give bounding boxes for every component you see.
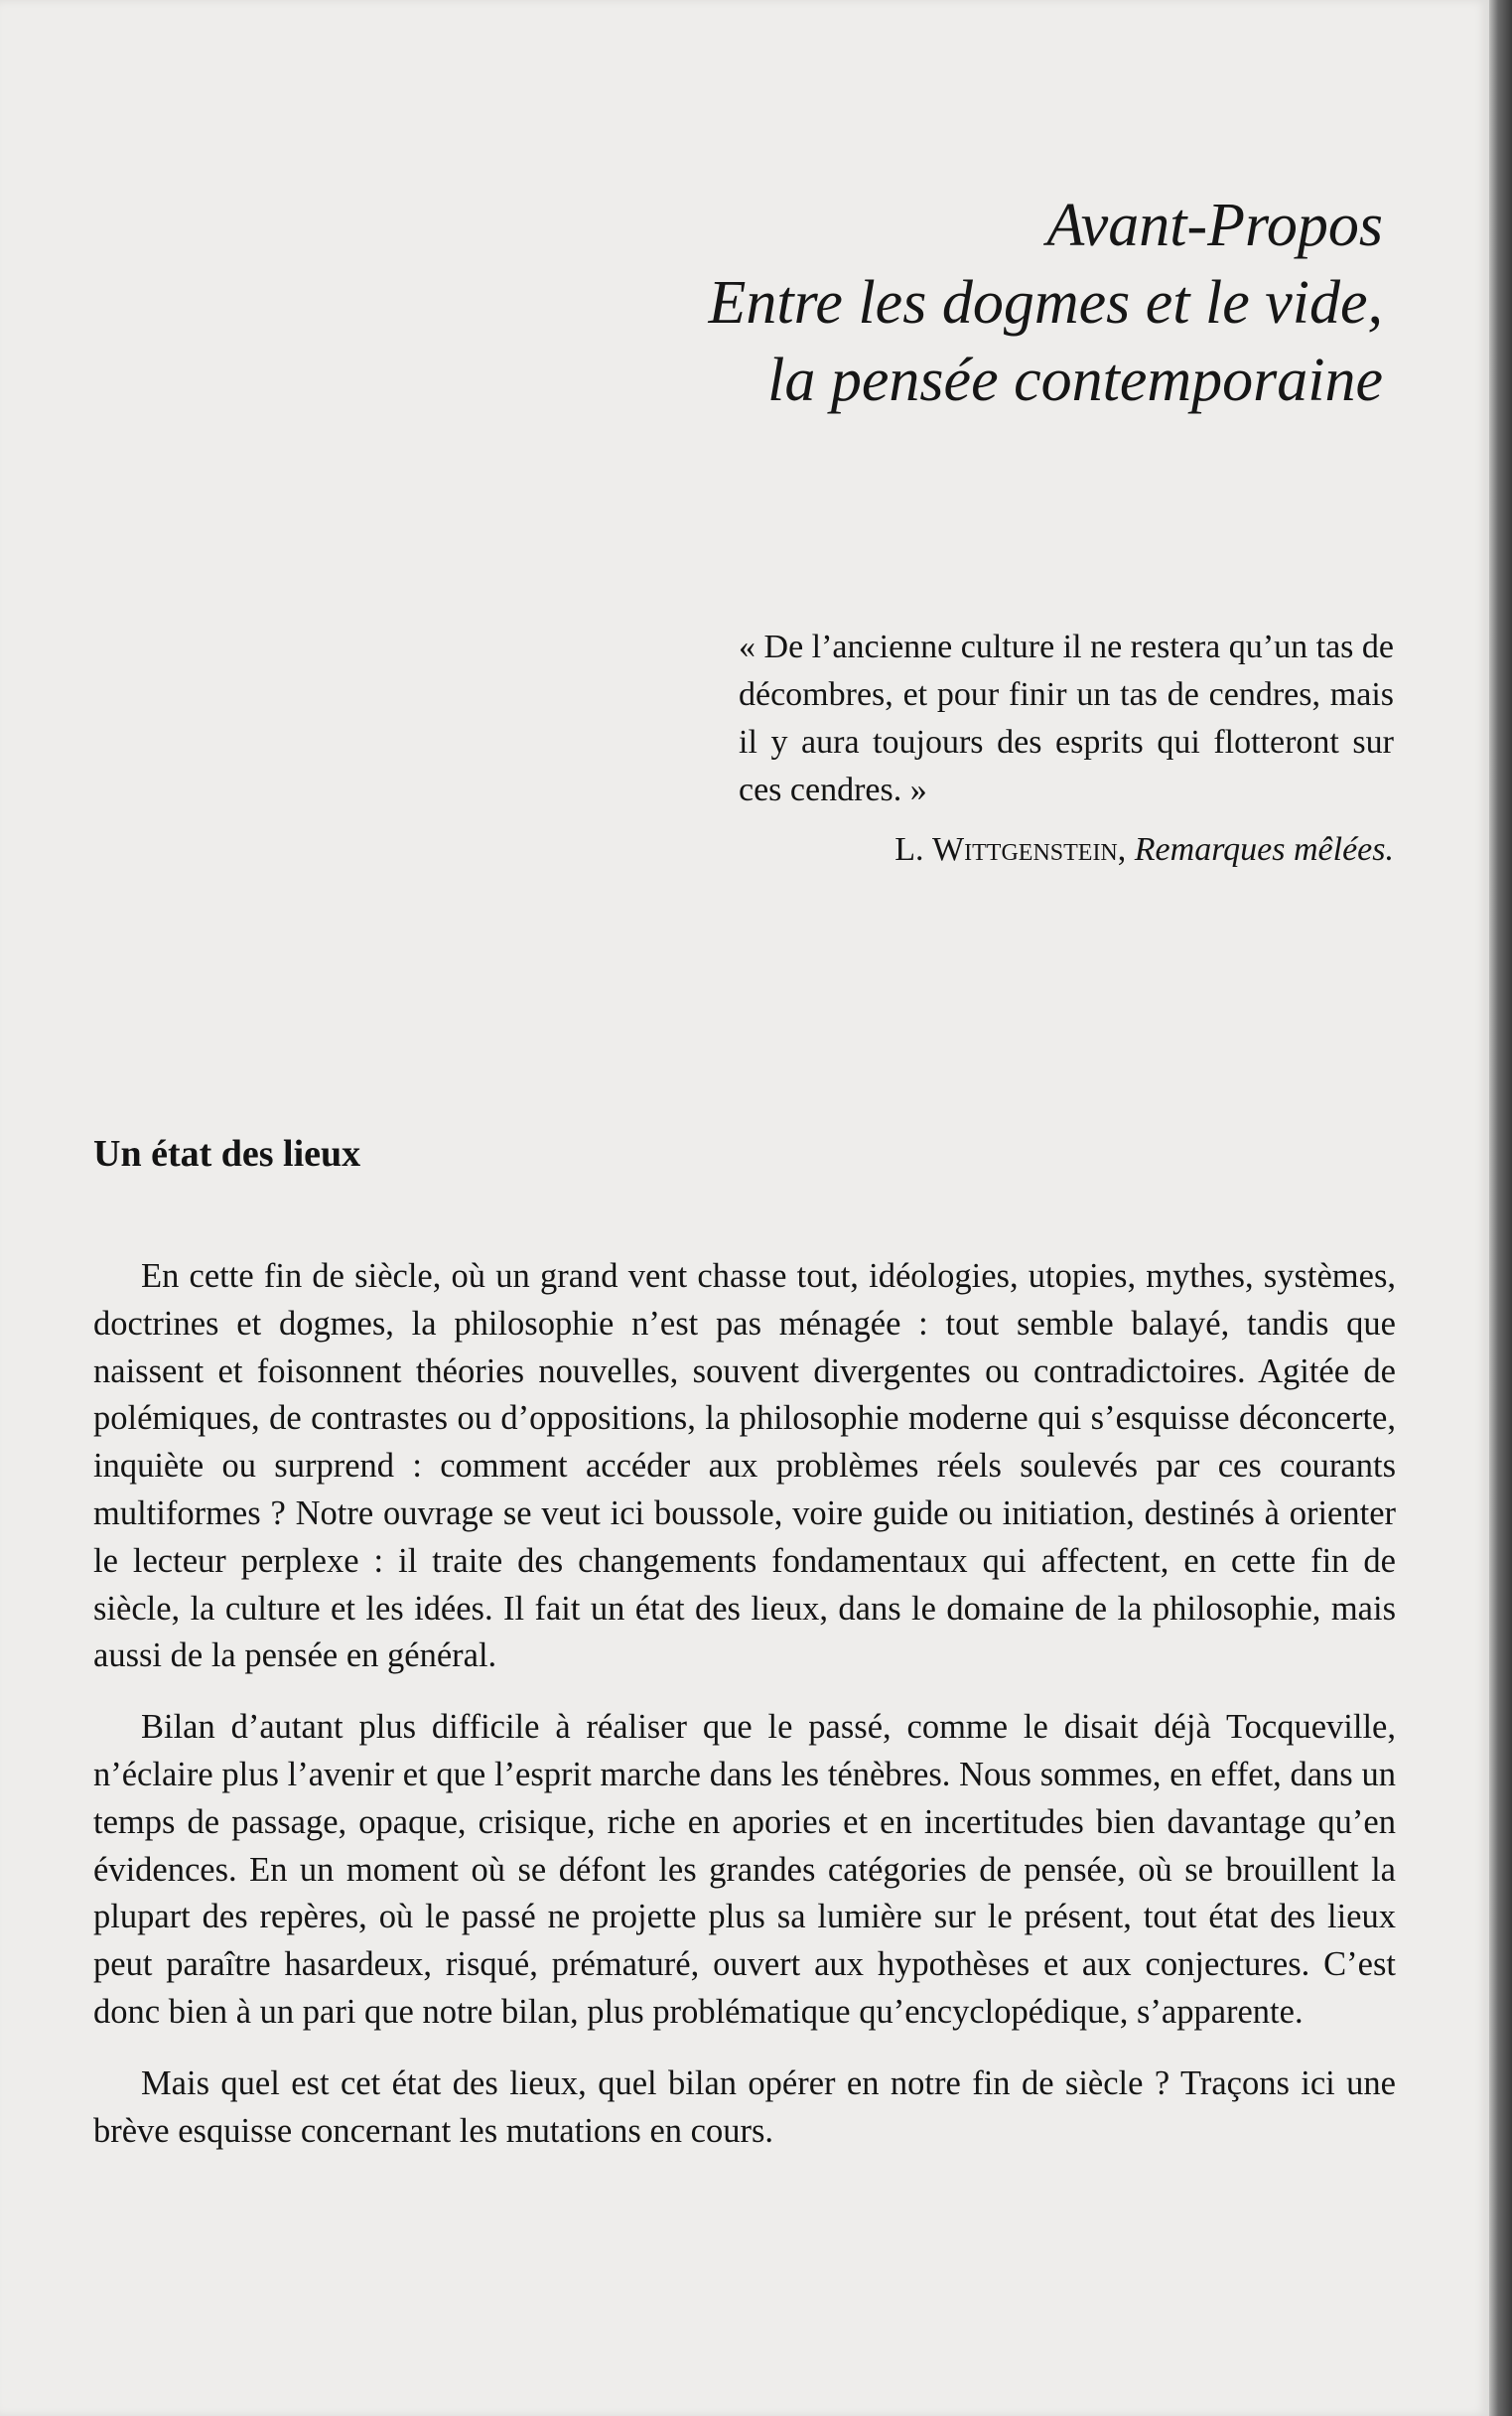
paragraph-2: Bilan d’autant plus difficile à réaliser que le passé, comme le disait déjà Tocqueville, n’éclaire plus l’avenir et que l’esprit marche dans les ténèbres. Nous sommes, en effet, dans un temps de passage, opaque, crisique, riche en apories et en incertitudes bien davantage qu’en évidences. En un moment où se défont les grandes catégories de pensée, où se brouillent la plupart des repères, où le passé ne projette plus sa lumière sur le présent, tout état des lieux peut paraître hasardeux, risqué, prématuré, ouvert aux hypothèses et aux conjectures. C’est donc bien à un pari que notre bilan, plus problématique qu’encyclopédique, s’apparente.	[93, 1708, 1396, 2031]
epigraph	[739, 624, 1394, 874]
section-heading: Un état des lieux	[93, 1133, 361, 1175]
paragraph-1: En cette fin de siècle, où un grand vent chasse tout, idéologies, utopies, mythes, systèmes, doctrines et dogmes, la philosophie n’est pas ménagée : tout semble balayé, tandis que naissent et foisonnent théories nouvelles, souvent divergentes ou contradictoires. Agitée de polémiques, de contrastes ou d’oppositions, la philosophie moderne qui s’esquisse déconcerte, inquiète ou surprend : comment accéder aux problèmes réels soulevés par ces courants multiformes ? Notre ouvrage se veut ici boussole, voire guide ou initiation, destinés à orienter le lecteur perplexe : il traite des changements fondamentaux qui affectent, en cette fin de siècle, la culture et les idées. Il fait un état des lieux, dans le domaine de la philosophie, mais aussi de la pensée en général.	[93, 1257, 1396, 1675]
epigraph-author-initial: L.	[894, 831, 933, 868]
epigraph-attribution	[739, 826, 1394, 874]
epigraph-work-title: Remarques mêlées.	[1134, 831, 1394, 868]
scanner-edge	[1489, 0, 1512, 2416]
paragraph-3: Mais quel est cet état des lieux, quel bilan opérer en notre fin de siècle ? Traçons ici une brève esquisse concernant les mutations en cours.	[93, 2063, 1396, 2150]
chapter-title-line-2: Entre les dogmes et le vide,	[708, 269, 1383, 337]
chapter-title	[709, 187, 1384, 419]
body-text	[93, 1253, 1396, 2179]
epigraph-separator: ,	[1117, 831, 1135, 868]
epigraph-author-name: Wittgenstein	[932, 831, 1118, 868]
chapter-title-line-3: la pensée contemporaine	[767, 347, 1383, 414]
chapter-title-line-1: Avant-Propos	[1046, 192, 1383, 259]
epigraph-quote: « De l’ancienne culture il ne restera qu’un tas de décombres, et pour finir un tas de cendres, mais il y aura toujours des esprits qui flotteront sur ces cendres. »	[739, 629, 1394, 808]
